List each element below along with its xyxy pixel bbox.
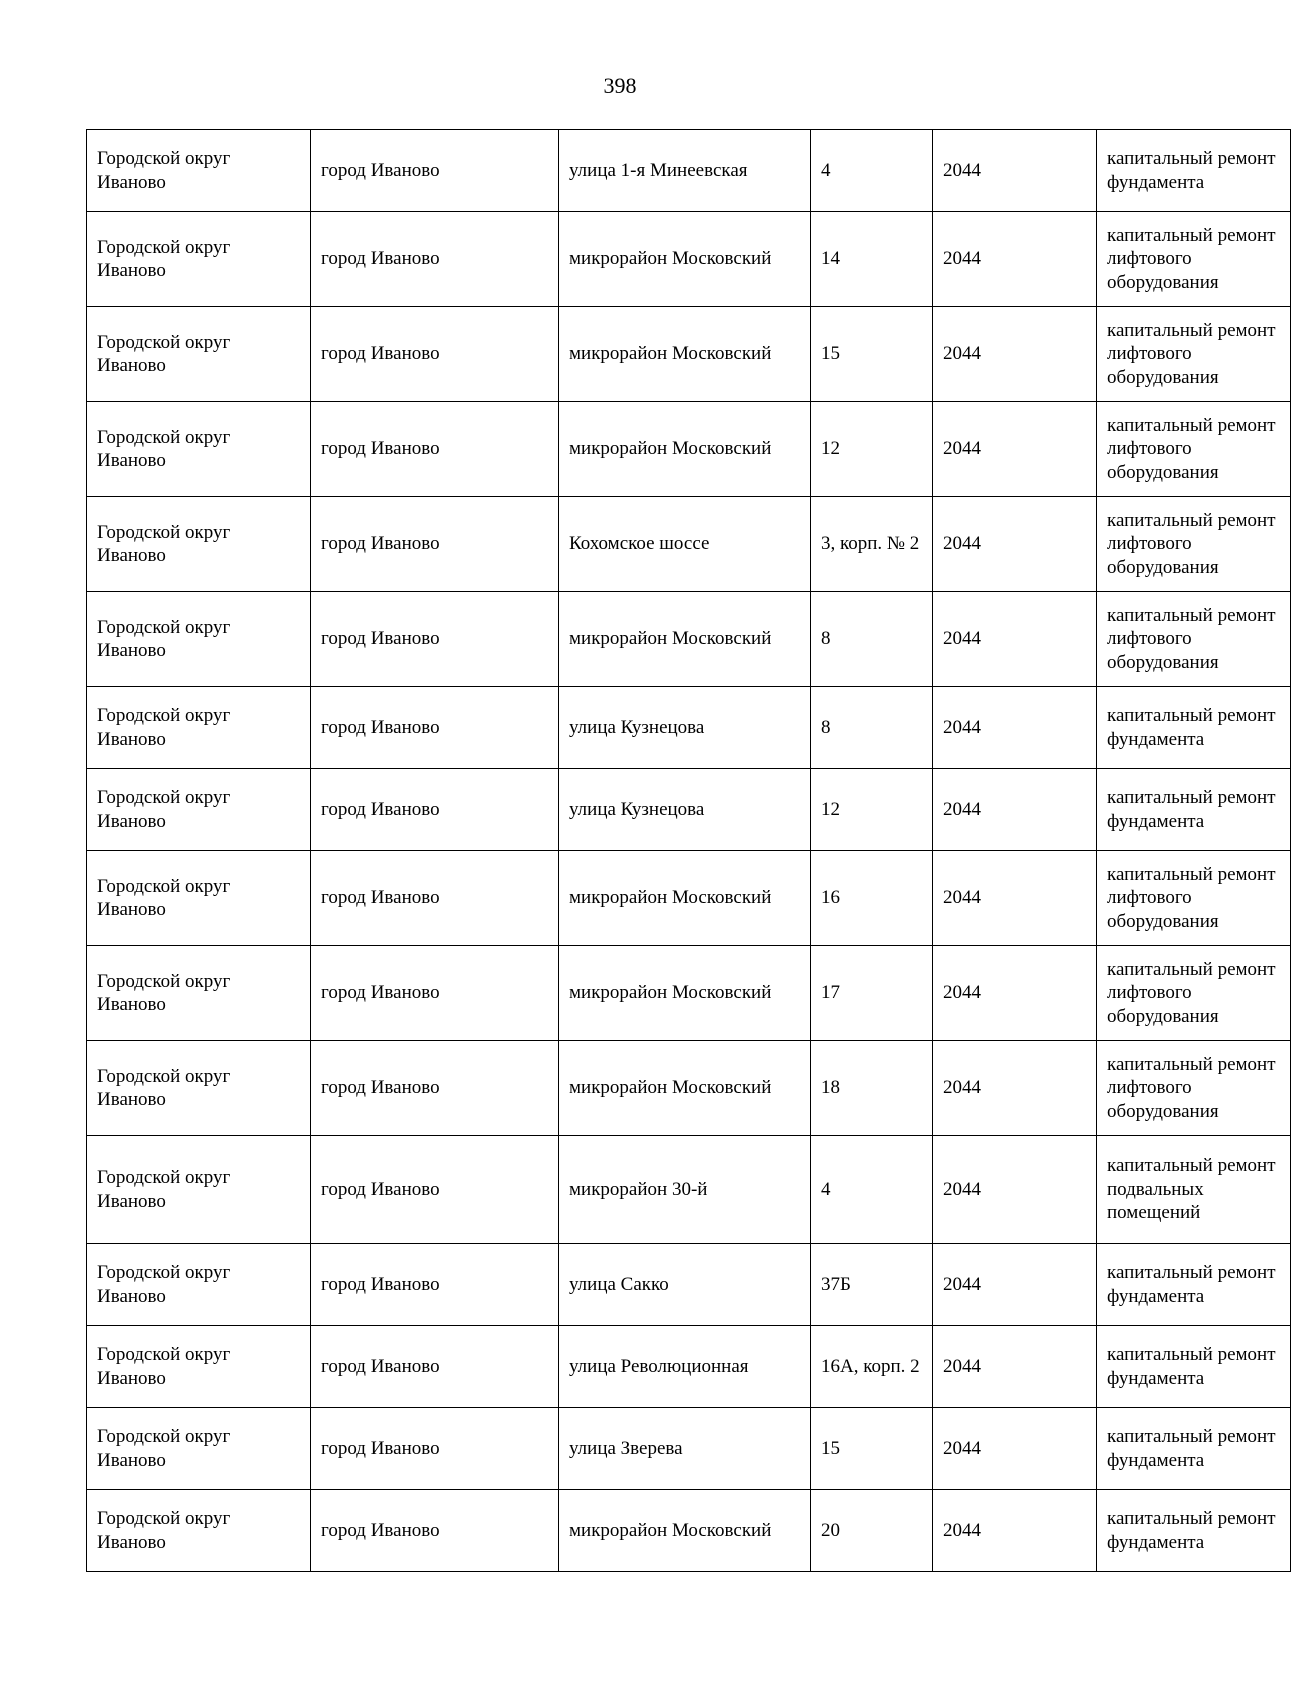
house-cell: 14	[811, 212, 933, 307]
house-cell: 15	[811, 1408, 933, 1490]
year-cell: 2044	[933, 1490, 1097, 1572]
year-cell: 2044	[933, 687, 1097, 769]
page-number: 398	[603, 73, 637, 98]
house-cell: 12	[811, 402, 933, 497]
house-cell: 15	[811, 307, 933, 402]
year-cell: 2044	[933, 212, 1097, 307]
district-cell: Городской округ Иваново	[87, 497, 311, 592]
work-type-cell: капитальный ремонт фундамента	[1097, 687, 1291, 769]
table-row	[87, 212, 1291, 307]
house-cell: 4	[811, 130, 933, 212]
settlement-cell: город Иваново	[311, 592, 559, 687]
table-row	[87, 1244, 1291, 1326]
district-cell: Городской округ Иваново	[87, 1244, 311, 1326]
district-cell: Городской округ Иваново	[87, 851, 311, 946]
work-type-cell: капитальный ремонт лифтового оборудования	[1097, 851, 1291, 946]
house-cell: 4	[811, 1136, 933, 1244]
district-cell: Городской округ Иваново	[87, 1136, 311, 1244]
settlement-cell: город Иваново	[311, 402, 559, 497]
table-row	[87, 130, 1291, 212]
house-cell: 18	[811, 1041, 933, 1136]
street-cell: Кохомское шоссе	[559, 497, 811, 592]
settlement-cell: город Иваново	[311, 1408, 559, 1490]
house-cell: 3, корп. № 2	[811, 497, 933, 592]
street-cell: микрорайон Московский	[559, 212, 811, 307]
street-cell: улица Революционная	[559, 1326, 811, 1408]
table-row	[87, 1041, 1291, 1136]
work-type-cell: капитальный ремонт лифтового оборудования	[1097, 402, 1291, 497]
district-cell: Городской округ Иваново	[87, 1041, 311, 1136]
work-type-cell: капитальный ремонт лифтового оборудования	[1097, 592, 1291, 687]
table-row	[87, 769, 1291, 851]
house-cell: 20	[811, 1490, 933, 1572]
settlement-cell: город Иваново	[311, 497, 559, 592]
street-cell: микрорайон 30-й	[559, 1136, 811, 1244]
street-cell: улица Сакко	[559, 1244, 811, 1326]
district-cell: Городской округ Иваново	[87, 946, 311, 1041]
repair-schedule-table	[86, 129, 1291, 1572]
district-cell: Городской округ Иваново	[87, 307, 311, 402]
year-cell: 2044	[933, 307, 1097, 402]
district-cell: Городской округ Иваново	[87, 769, 311, 851]
table-row	[87, 946, 1291, 1041]
settlement-cell: город Иваново	[311, 1490, 559, 1572]
year-cell: 2044	[933, 592, 1097, 687]
year-cell: 2044	[933, 769, 1097, 851]
year-cell: 2044	[933, 1244, 1097, 1326]
district-cell: Городской округ Иваново	[87, 212, 311, 307]
table-row	[87, 1326, 1291, 1408]
work-type-cell: капитальный ремонт подвальных помещений	[1097, 1136, 1291, 1244]
street-cell: улица Кузнецова	[559, 687, 811, 769]
settlement-cell: город Иваново	[311, 946, 559, 1041]
work-type-cell: капитальный ремонт фундамента	[1097, 769, 1291, 851]
street-cell: микрорайон Московский	[559, 851, 811, 946]
street-cell: улица 1-я Минеевская	[559, 130, 811, 212]
year-cell: 2044	[933, 402, 1097, 497]
settlement-cell: город Иваново	[311, 212, 559, 307]
district-cell: Городской округ Иваново	[87, 687, 311, 769]
work-type-cell: капитальный ремонт фундамента	[1097, 1490, 1291, 1572]
settlement-cell: город Иваново	[311, 769, 559, 851]
work-type-cell: капитальный ремонт лифтового оборудования	[1097, 1041, 1291, 1136]
work-type-cell: капитальный ремонт лифтового оборудования	[1097, 212, 1291, 307]
settlement-cell: город Иваново	[311, 307, 559, 402]
table-row	[87, 851, 1291, 946]
district-cell: Городской округ Иваново	[87, 1408, 311, 1490]
district-cell: Городской округ Иваново	[87, 1326, 311, 1408]
table-row	[87, 1490, 1291, 1572]
settlement-cell: город Иваново	[311, 687, 559, 769]
year-cell: 2044	[933, 851, 1097, 946]
table-row	[87, 687, 1291, 769]
work-type-cell: капитальный ремонт фундамента	[1097, 130, 1291, 212]
settlement-cell: город Иваново	[311, 130, 559, 212]
year-cell: 2044	[933, 1136, 1097, 1244]
year-cell: 2044	[933, 1326, 1097, 1408]
district-cell: Городской округ Иваново	[87, 1490, 311, 1572]
settlement-cell: город Иваново	[311, 1041, 559, 1136]
district-cell: Городской округ Иваново	[87, 130, 311, 212]
street-cell: микрорайон Московский	[559, 1490, 811, 1572]
work-type-cell: капитальный ремонт фундамента	[1097, 1244, 1291, 1326]
street-cell: микрорайон Московский	[559, 946, 811, 1041]
year-cell: 2044	[933, 497, 1097, 592]
table-row	[87, 1408, 1291, 1490]
house-cell: 37Б	[811, 1244, 933, 1326]
settlement-cell: город Иваново	[311, 1136, 559, 1244]
work-type-cell: капитальный ремонт фундамента	[1097, 1326, 1291, 1408]
year-cell: 2044	[933, 1408, 1097, 1490]
settlement-cell: город Иваново	[311, 1244, 559, 1326]
house-cell: 12	[811, 769, 933, 851]
district-cell: Городской округ Иваново	[87, 402, 311, 497]
street-cell: микрорайон Московский	[559, 402, 811, 497]
house-cell: 8	[811, 592, 933, 687]
district-cell: Городской округ Иваново	[87, 592, 311, 687]
table-row	[87, 592, 1291, 687]
work-type-cell: капитальный ремонт лифтового оборудования	[1097, 946, 1291, 1041]
street-cell: улица Зверева	[559, 1408, 811, 1490]
house-cell: 16А, корп. 2	[811, 1326, 933, 1408]
street-cell: микрорайон Московский	[559, 307, 811, 402]
year-cell: 2044	[933, 130, 1097, 212]
street-cell: улица Кузнецова	[559, 769, 811, 851]
year-cell: 2044	[933, 946, 1097, 1041]
table-row	[87, 497, 1291, 592]
street-cell: микрорайон Московский	[559, 592, 811, 687]
year-cell: 2044	[933, 1041, 1097, 1136]
work-type-cell: капитальный ремонт лифтового оборудования	[1097, 307, 1291, 402]
table-row	[87, 402, 1291, 497]
work-type-cell: капитальный ремонт лифтового оборудования	[1097, 497, 1291, 592]
settlement-cell: город Иваново	[311, 851, 559, 946]
house-cell: 17	[811, 946, 933, 1041]
street-cell: микрорайон Московский	[559, 1041, 811, 1136]
work-type-cell: капитальный ремонт фундамента	[1097, 1408, 1291, 1490]
house-cell: 8	[811, 687, 933, 769]
house-cell: 16	[811, 851, 933, 946]
settlement-cell: город Иваново	[311, 1326, 559, 1408]
table-row	[87, 307, 1291, 402]
table-row	[87, 1136, 1291, 1244]
